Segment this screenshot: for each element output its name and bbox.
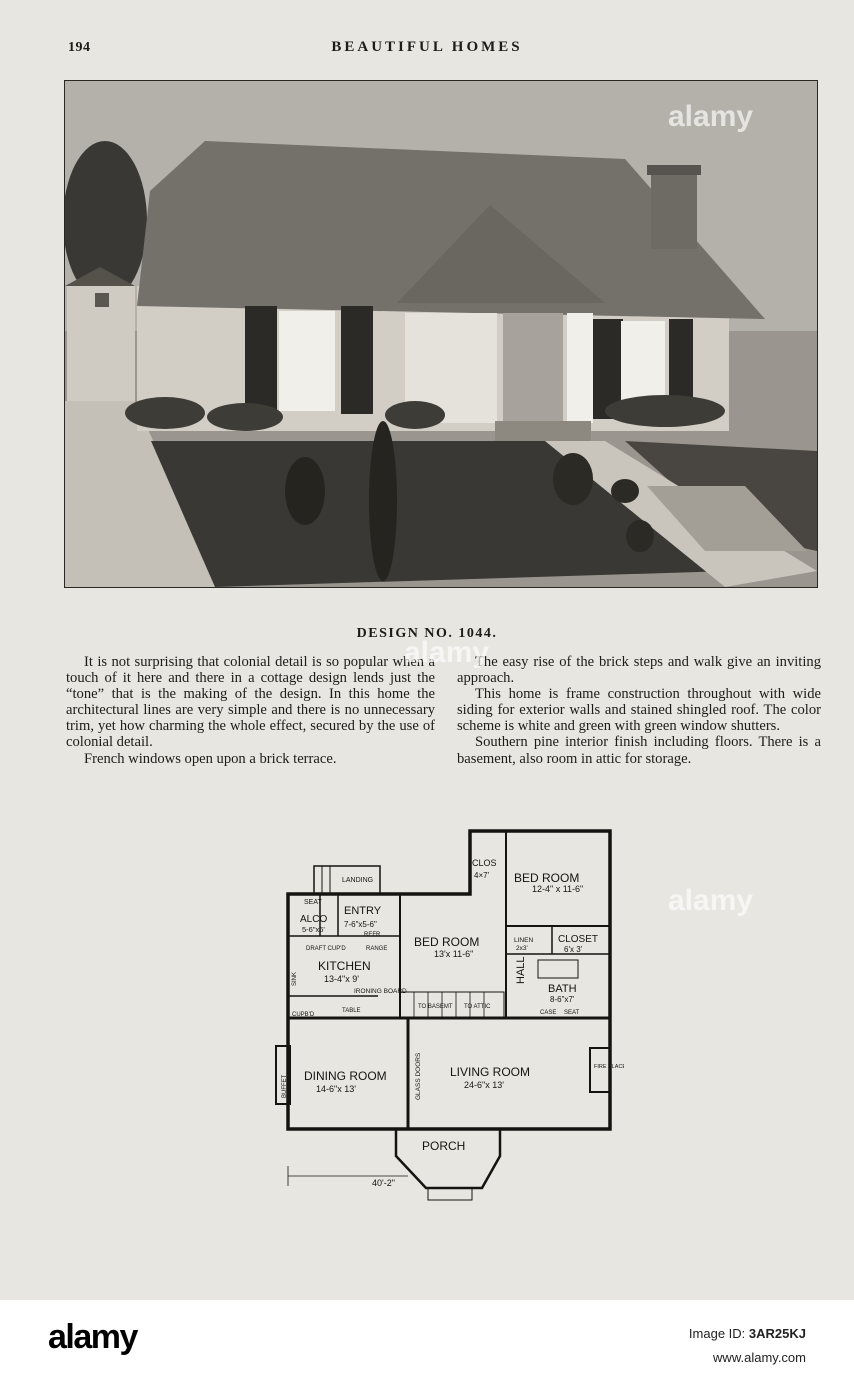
paragraph: French windows open upon a brick terrace. (84, 750, 337, 767)
to-attic-label: TO ATTIC (464, 1004, 491, 1010)
image-id-label: Image ID: (688, 1326, 746, 1341)
clos-size: 4×7' (474, 871, 490, 880)
sink-label: SINK (292, 971, 298, 986)
range-label: RANGE (366, 946, 388, 952)
house-photograph (64, 80, 818, 588)
glass-doors-label: GLASS DOORS (415, 1052, 422, 1100)
closet-label: CLOSET (558, 934, 599, 945)
refr-label: REFR (364, 932, 381, 938)
footer-meta (689, 1322, 806, 1370)
linen-size: 2x3' (516, 945, 528, 952)
design-title: DESIGN NO. 1044. (356, 626, 498, 641)
closet-size: 6'x 3' (564, 945, 583, 954)
bed-room-2-size: 13'x 11-6" (434, 949, 474, 959)
table-label: TABLE (342, 1008, 361, 1014)
alco-label: ALCO (300, 914, 328, 925)
living-room-size: 24-6"x 13' (464, 1080, 504, 1090)
fire-place-label: FIRE PLACE (594, 1064, 624, 1070)
bath-size: 8-6"x7' (550, 995, 575, 1004)
image-id: 3AR25KJ (748, 1326, 806, 1341)
width-dimension: 40'-2" (372, 1178, 395, 1188)
landing-label: LANDING (342, 877, 374, 884)
entry-size: 7-6"x5-6" (344, 920, 377, 929)
paragraph: It is not surprising that colonial detail is so popular when a touch of it here and there in a cottage design lends just the “tone” that is the making of the design. In this home the architectural lines are very simple and there is no unnecessary trim, yet how charming the whole effect, secured by the use of colonial detail. (66, 654, 435, 751)
paragraph: Southern pine interior finish including floors. There is a basement, also room in attic for storage. (457, 734, 821, 767)
right-text-column (457, 654, 821, 767)
cupbd-label: CUPB'D (292, 1012, 315, 1018)
case-label: CASE (540, 1010, 557, 1016)
entry-label: ENTRY (344, 905, 382, 917)
linen-label: LINEN (514, 937, 534, 944)
seat-bath-label: SEAT (564, 1010, 580, 1016)
page-number: 194 (68, 40, 91, 55)
footer-url: www.alamy.com (713, 1350, 806, 1365)
hall-label: HALL (515, 956, 527, 984)
watermark: alamy (668, 100, 754, 133)
draft-cupd-label: DRAFT CUP'D (306, 946, 346, 952)
clos-label: CLOS (472, 858, 497, 868)
dining-room-size: 14-6"x 13' (316, 1084, 356, 1094)
seat-label: SEAT (304, 899, 322, 906)
kitchen-label: KITCHEN (318, 959, 371, 973)
paragraph: The easy rise of the brick steps and walk give an inviting approach. (457, 654, 821, 687)
left-text-column (66, 654, 435, 767)
floor-plan (268, 826, 624, 1207)
porch-label: PORCH (422, 1139, 466, 1153)
bed-room-1-size: 12-4" x 11-6" (532, 884, 584, 894)
bed-room-1-label: BED ROOM (514, 871, 580, 885)
watermark: alamy (668, 884, 754, 917)
bath-label: BATH (548, 983, 577, 995)
paragraph: This home is frame construction throughout with wide siding for exterior walls and stained shingled roof. The color scheme is white and green with green window shutters. (457, 686, 821, 735)
buffet-label: BUFFET (282, 1074, 288, 1098)
alamy-logo: alamy (48, 1318, 137, 1356)
dining-room-label: DINING ROOM (304, 1069, 387, 1083)
to-basement-label: TO BASEMT (418, 1004, 453, 1010)
running-head: BEAUTIFUL HOMES (331, 39, 523, 55)
ironing-board-label: IRONING BOARD (354, 988, 407, 995)
watermark: alamy (404, 636, 490, 669)
kitchen-size: 13-4"x 9' (324, 974, 359, 984)
living-room-label: LIVING ROOM (450, 1065, 531, 1079)
bed-room-2-label: BED ROOM (414, 935, 480, 949)
alco-size: 5-6"x6' (302, 925, 325, 934)
